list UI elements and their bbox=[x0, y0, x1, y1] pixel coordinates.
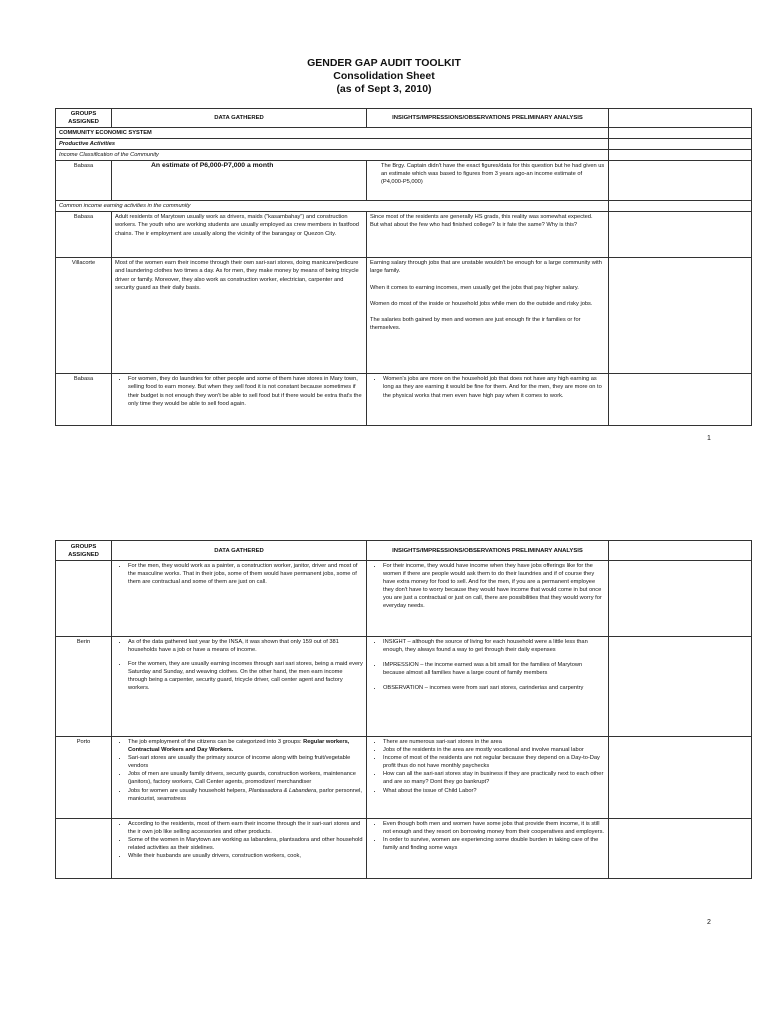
group-name: Babasa bbox=[56, 212, 112, 258]
bullet-item: • What about the issue of Child Labor? bbox=[383, 787, 605, 795]
document-date: (as of Sept 3, 2010) bbox=[336, 83, 432, 95]
bullet-item: • There are numerous sari-sari stores in the area bbox=[383, 738, 605, 746]
document-subtitle: Consolidation Sheet bbox=[333, 70, 435, 82]
data-cell: Most of the women earn their income through their own sari-sari stores, doing manicure/pedicure and laundering clothes two times a day. As for men, they make money by means of being tricycle driver or family. Moreover, they also work as construction worker, electrician, carpenter and security guard as their daily basis. bbox=[112, 258, 367, 374]
insight-text: Earning salary through jobs that are unstable wouldn't be enough for a large community with large family. bbox=[370, 260, 602, 275]
bullet-item: • For the women, they are usually earning incomes through sari sari stores, being a maid every Saturday and Sunday, and weaving clothes. On the other hand, the men earn income through being a carpenter, security guard, tricycle driver, call center agent and factory workers. bbox=[128, 660, 363, 692]
header-blank bbox=[609, 109, 752, 128]
data-cell bbox=[112, 161, 367, 201]
bullet-item: • As of the data gathered last year by the INSA, it was shown that only 159 out of 381 households have a job or have a means of income. bbox=[128, 638, 363, 654]
data-cell bbox=[112, 637, 367, 737]
header-insights: INSIGHTS/IMPRESSIONS/OBSERVATIONS PRELIMINARY ANALYSIS bbox=[367, 109, 609, 128]
insight-text: Women do most of the inside or household jobs while men do the outside and risky jobs. bbox=[370, 300, 593, 307]
bullet-item: • In order to survive, women are experiencing some double burden in taking care of the family and finding some ways bbox=[383, 836, 605, 852]
bullet-text: Jobs for women are usually household helpers, bbox=[128, 787, 249, 794]
header-blank bbox=[609, 541, 752, 561]
header-groups: GROUPS ASSIGNED bbox=[56, 109, 112, 128]
insight-text: Since most of the residents are generally HS grads, this reality was somewhat expected. bbox=[370, 214, 593, 221]
insight-text: The salaries both gained by men and women are just enough fir the ir families or for themselves. bbox=[370, 316, 581, 331]
insight-cell bbox=[367, 561, 609, 637]
group-name: Babasa bbox=[56, 161, 112, 201]
insight-cell bbox=[367, 212, 609, 258]
empty-cell bbox=[609, 139, 752, 150]
bullet-item: • INSIGHT – although the source of living for each household were a little less than enough, they always found a way to get through their daily expenses bbox=[383, 638, 605, 654]
bullet-item: • Women's jobs are more on the household job that does not have any high earning as long as they are earning it would be fine for them. And for the men, they are more on to the physical works that men even have high pay when it comes to work. bbox=[383, 375, 605, 399]
data-cell bbox=[112, 561, 367, 637]
data-cell bbox=[112, 374, 367, 426]
header-insights: INSIGHTS/IMPRESSIONS/OBSERVATIONS PRELIMINARY ANALYSIS bbox=[367, 541, 609, 561]
page-number: 2 bbox=[707, 919, 711, 926]
page-number: 1 bbox=[707, 435, 711, 442]
group-name bbox=[56, 819, 112, 879]
insight-cell bbox=[367, 637, 609, 737]
bullet-item: • For their income, they would have income when they have jobs offerings like for the women if there are people would ask them to do their laundries and if of course they have extra money for food to sell. And for the men, if you are a permanent employee they don't have to worry because they would have income that would come in but once you are just a contractual or just on call, there are possibilities that they would worry for everyday needs. bbox=[383, 562, 605, 611]
data-cell: Adult residents of Marytown usually work as drivers, maids ("kasambahay") and construction workers. The youth who are working students are usually employed as crew members in fastfood chains. The ir employment are usually along the vicinity of the barangay or Quezon City. bbox=[112, 212, 367, 258]
bullet-item: • Jobs of men are usually family drivers, security guards, construction workers, maintenance (janitors), factory workers, Call Center agents, promodizer/ merchandiser bbox=[128, 770, 363, 786]
bullet-italic-text: Plantasadora & Labandera bbox=[248, 787, 317, 794]
bullet-item: • How can all the sari-sari stores stay in business if they are practically next to each other and are so many? Dont they go bankrupt? bbox=[383, 770, 605, 786]
empty-cell bbox=[609, 128, 752, 139]
empty-cell bbox=[609, 637, 752, 737]
bullet-item bbox=[128, 787, 363, 803]
group-name: Babasa bbox=[56, 374, 112, 426]
empty-cell bbox=[609, 258, 752, 374]
empty-cell bbox=[609, 201, 752, 212]
bullet-item: • Jobs of the residents in the area are mostly vocational and involve manual labor bbox=[383, 746, 605, 754]
group-name: Porto bbox=[56, 737, 112, 819]
bullet-item: • IMPRESSION – the income earned was a bit small for the families of Marytown because almost all families have a large count of family members bbox=[383, 661, 605, 677]
document-title: GENDER GAP AUDIT TOOLKIT bbox=[307, 57, 461, 69]
insight-cell bbox=[367, 258, 609, 374]
empty-cell bbox=[609, 161, 752, 201]
empty-cell bbox=[609, 150, 752, 161]
group-name bbox=[56, 561, 112, 637]
bullet-item: • Sari-sari stores are usually the primary source of income along with being fruit/vegetable vendors bbox=[128, 754, 363, 770]
section-community-economic-system: COMMUNITY ECONOMIC SYSTEM bbox=[56, 128, 609, 139]
insight-cell bbox=[367, 737, 609, 819]
group-name: Berin bbox=[56, 637, 112, 737]
bullet-item: • While their husbands are usually drivers, construction workers, cook, bbox=[128, 852, 363, 860]
subsection-income-classification: Income Classification of the Community bbox=[56, 150, 609, 161]
insight-cell: The Brgy. Captain didn't have the exact figures/data for this question but he had given us an estimate which was based to figures from 3 years ago-an income estimate of (P4,000-P5,000) bbox=[367, 161, 609, 201]
data-cell bbox=[112, 819, 367, 879]
bullet-text: , parlor personnel, manicurist, seamstress bbox=[128, 787, 362, 802]
empty-cell bbox=[609, 561, 752, 637]
bullet-item: • Some of the women in Marytown are working as labandera, plantsadora and other household related activities as their sidelines. bbox=[128, 836, 363, 852]
header-groups: GROUPS ASSIGNED bbox=[56, 541, 112, 561]
empty-cell bbox=[609, 374, 752, 426]
subsection-common-income: Common income earning activities in the community bbox=[56, 201, 609, 212]
header-data-gathered: DATA GATHERED bbox=[112, 541, 367, 561]
empty-cell bbox=[609, 737, 752, 819]
income-estimate: An estimate of P6,000-P7,000 a month bbox=[151, 162, 274, 170]
insight-text: When it comes to earning incomes, men usually get the jobs that pay higher salary. bbox=[370, 284, 579, 291]
insight-cell bbox=[367, 374, 609, 426]
consolidation-table-page1 bbox=[55, 108, 752, 426]
bullet-item: • OBSERVATION – incomes were from sari sari stores, carinderias and carpentry bbox=[383, 684, 605, 692]
subsection-productive-activities: Productive Activities bbox=[56, 139, 609, 150]
consolidation-table-page2 bbox=[55, 540, 752, 879]
bullet-bold-text: Regular workers, Contractual Workers and Day Workers. bbox=[128, 739, 350, 754]
insight-cell bbox=[367, 819, 609, 879]
insight-text: But what about the few who had finished college? Is ir fate the same? Why is this? bbox=[370, 222, 578, 229]
bullet-item: • Income of most of the residents are not regular because they depend on a Day-to-Day profit thus do not have monthly paychecks bbox=[383, 754, 605, 770]
empty-cell bbox=[609, 212, 752, 258]
bullet-item bbox=[128, 738, 363, 754]
empty-cell bbox=[609, 819, 752, 879]
bullet-text: The job employment of the citizens can be categorized into 3 groups: bbox=[128, 739, 304, 745]
header-data-gathered: DATA GATHERED bbox=[112, 109, 367, 128]
bullet-item: • For the men, they would work as a painter, a construction worker, janitor, driver and most of the masculine works. That in their jobs, some of them would have permanent jobs, some of them are contractual and some of them are just on call. bbox=[128, 562, 363, 586]
bullet-item: • Even though both men and women have some jobs that provide them income, it is still not enough and they resort on borrowing money from their cooperatives and employers. bbox=[383, 820, 605, 836]
group-name: Villacorte bbox=[56, 258, 112, 374]
bullet-item: • According to the residents, most of them earn their income through the ir sari-sari stores and the ir own job like selling accessories and other products. bbox=[128, 820, 363, 836]
bullet-item: • For women, they do laundries for other people and some of them have stores in Mary town, selling food to earn money. But when they sell food it is not constant because sometimes if their budget is not enough they won't be able to sell food but if there would be extra that's the only time they would be able to sell food again. bbox=[128, 375, 363, 407]
data-cell bbox=[112, 737, 367, 819]
